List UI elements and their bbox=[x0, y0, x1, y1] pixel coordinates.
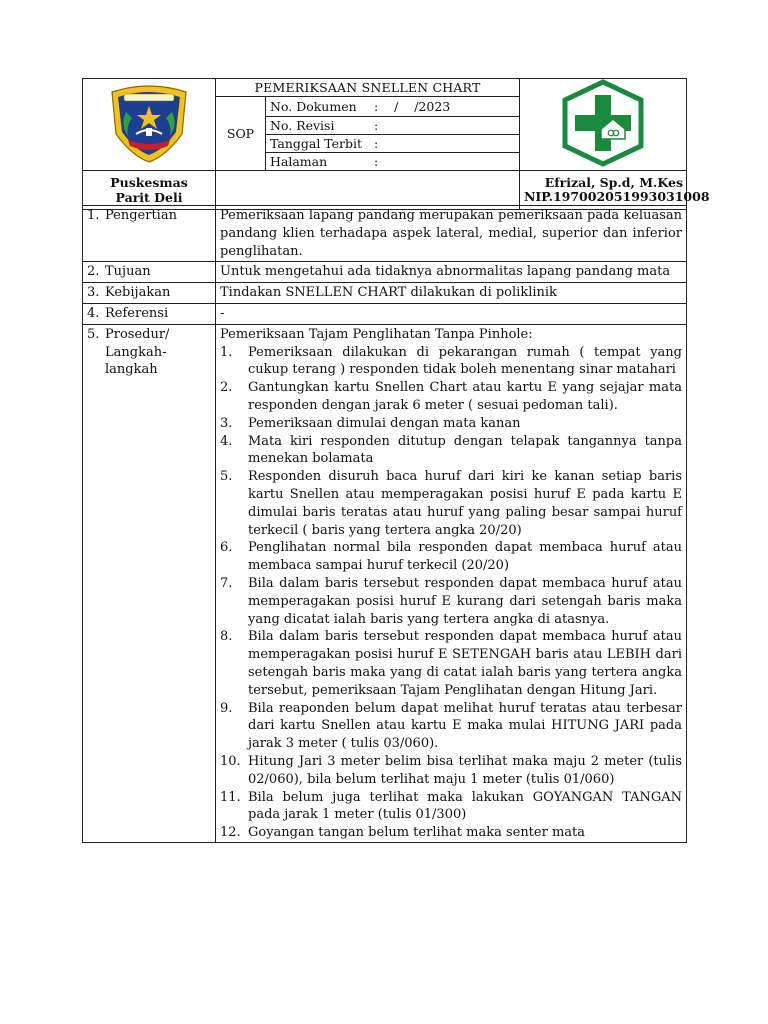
section-text: Tindakan SNELLEN CHART dilakukan di poliklinik bbox=[216, 283, 687, 304]
section-kebijakan: 3. Kebijakan Tindakan SNELLEN CHART dilakukan di poliklinik bbox=[83, 283, 687, 304]
section-text: - bbox=[216, 303, 687, 324]
document-header bbox=[82, 78, 710, 210]
list-item: 3. Pemeriksaan dimulai dengan mata kanan bbox=[220, 415, 521, 431]
list-item: 6. Penglihatan normal bila responden dapat membaca huruf atau membaca sampai huruf terkecil (20/20) bbox=[220, 540, 682, 574]
list-item: 8. Bila dalam baris tersebut responden dapat membaca huruf atau memperagakan posisi huruf E SETENGAH baris atau LEBIH dari setengah baris maka yang di catat ialah baris yang tertera angka tersebut, pemeriksaan Tajam Penglihatan dengan Hitung Jari. bbox=[220, 629, 682, 698]
puskesmas-logo-icon bbox=[557, 79, 649, 167]
document-title: PEMERIKSAAN SNELLEN CHART bbox=[216, 79, 520, 97]
signer-block bbox=[520, 171, 710, 210]
regency-crest-cell bbox=[83, 79, 216, 171]
section-pengertian: 1. Pengertian Pemeriksaan lapang pandang merupakan pemeriksaan pada keluasan pandang klien terhadapa aspek lateral, medial, superior dan inferior penglihatan. bbox=[83, 206, 687, 262]
list-item: 9. Bila reaponden belum dapat melihat huruf teratas atau terbesar dari kartu Snellen atau kartu E maka mulai HITUNG JARI pada jarak 3 meter ( tulis 03/060). bbox=[220, 700, 682, 752]
sop-label: SOP bbox=[216, 97, 266, 171]
list-item: 5. Responden disuruh baca huruf dari kiri ke kanan setiap baris kartu Snellen atau memperagakan posisi huruf E pada kartu E dimulai baris teratas atau huruf yang paling besar sampai huruf terkecil ( baris yang tertera angka 20/20) bbox=[220, 469, 682, 538]
regency-crest-icon bbox=[106, 82, 192, 164]
procedure-steps bbox=[220, 344, 682, 842]
section-referensi: 4. Referensi - bbox=[83, 303, 687, 324]
signer-nip: NIP.197002051993031008 bbox=[524, 189, 710, 204]
organization-name: Puskesmas Parit Deli bbox=[83, 171, 216, 210]
field-no-dokumen: No. Dokumen : / /2023 bbox=[266, 97, 520, 117]
field-halaman: Halaman : bbox=[266, 153, 520, 171]
sop-content-table bbox=[82, 205, 687, 843]
list-item: 7. Bila dalam baris tersebut responden dapat membaca huruf atau memperagakan posisi huruf E kurang dari setengah baris maka yang dicatat ialah baris yang tertera angka di atasnya. bbox=[220, 575, 682, 627]
header-blank-cell bbox=[216, 171, 520, 210]
field-tanggal-terbit: Tanggal Terbit : bbox=[266, 135, 520, 153]
section-text: Untuk mengetahui ada tidaknya abnormalitas lapang pandang mata bbox=[216, 262, 687, 283]
list-item: 4. Mata kiri responden ditutup dengan telapak tangannya tanpa menekan bolamata bbox=[220, 433, 682, 467]
signer-name: Efrizal, Sp.d, M.Kes bbox=[544, 175, 683, 190]
procedure-intro: Pemeriksaan Tajam Penglihatan Tanpa Pinhole: bbox=[220, 326, 533, 342]
puskesmas-logo-cell bbox=[520, 79, 687, 171]
section-text: Pemeriksaan lapang pandang merupakan pemeriksaan pada keluasan pandang klien terhadapa aspek lateral, medial, superior dan inferior penglihatan. bbox=[216, 206, 687, 262]
list-item: 1. Pemeriksaan dilakukan di pekarangan rumah ( tempat yang cukup terang ) responden tidak boleh menentang sinar matahari bbox=[220, 344, 682, 378]
list-item: 12. Goyangan tangan belum terlihat maka senter mata bbox=[220, 825, 586, 841]
sop-document bbox=[82, 78, 710, 948]
section-prosedur: 5. Prosedur/ Langkah- langkah Pemeriksaan Tajam Penglihatan Tanpa Pinhole: 1. Pemeriksaan dilakukan di pekarangan rumah ( tempat yang cukup terang ) responden tidak boleh menentang sinar matahari 2. Gantungkan kartu Snellen Chart atau kartu E yang sejajar mata responden dengan jarak 6 meter ( sesuai pedoman tali). 3. Pemeriksaan dimulai dengan mata kanan 4. Mata kiri responden ditutup dengan telapak tangannya tanpa menekan bolamata 5. Responden disuruh baca huruf dari kiri ke kanan setiap baris kartu Snellen atau memperagakan posisi huruf E pada kartu E dimulai baris teratas atau huruf yang paling besar sampai huruf terkecil ( baris yang tertera angka 20/20) 6. Penglihatan normal bila responden dapat membaca huruf atau membaca sampai huruf terkecil (20/20) 7. Bila dalam baris tersebut responden dapat membaca huruf atau memperagakan posisi huruf E kurang dari setengah baris maka yang dicatat ialah baris yang tertera angka di atasnya. 8. Bila dalam baris tersebut responden dapat membaca huruf atau memperagakan posisi huruf E SETENGAH baris atau LEBIH dari setengah baris maka yang di catat ialah baris yang tertera angka tersebut, pemeriksaan Tajam Penglihatan dengan Hitung Jari. 9. Bila reaponden belum dapat melihat huruf teratas atau terbesar dari kartu Snellen atau kartu E maka mulai HITUNG JARI pada jarak 3 meter ( tulis 03/060). 10. Hitung Jari 3 meter belim bisa terlihat maka maju 2 meter (tulis 02/060), bila belum terlihat maju 1 meter (tulis 01/060) 11. Bila belum juga terlihat maka lakukan GOYANGAN TANGAN pada jarak 1 meter (tulis 01/300) 12. Goyangan tangan belum terlihat maka senter mata bbox=[83, 324, 687, 842]
field-no-revisi: No. Revisi : bbox=[266, 117, 520, 135]
list-item: 11. Bila belum juga terlihat maka lakukan GOYANGAN TANGAN pada jarak 1 meter (tulis 01/300) bbox=[220, 789, 682, 823]
section-tujuan: 2. Tujuan Untuk mengetahui ada tidaknya abnormalitas lapang pandang mata bbox=[83, 262, 687, 283]
list-item: 10. Hitung Jari 3 meter belim bisa terlihat maka maju 2 meter (tulis 02/060), bila belum terlihat maju 1 meter (tulis 01/060) bbox=[220, 753, 682, 787]
list-item: 2. Gantungkan kartu Snellen Chart atau kartu E yang sejajar mata responden dengan jarak 6 meter ( sesuai pedoman tali). bbox=[220, 380, 682, 413]
